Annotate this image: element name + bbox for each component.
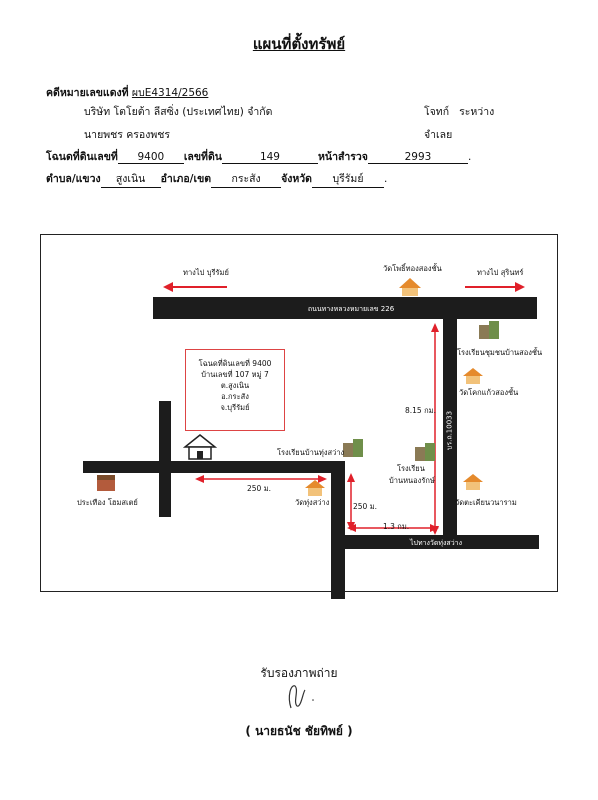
distance-250-v-label: 250 ม. (353, 502, 378, 511)
defendant-role: จำเลย (424, 129, 453, 141)
box-line-1: โฉนดที่ดินเลขที่ 9400 (198, 359, 272, 368)
district-label: อำเภอ/เขต (160, 173, 212, 185)
distance-1-3-label: 1.3 กม. (383, 522, 410, 531)
subdistrict-label: ตำบล/แขวง (46, 173, 101, 185)
deed-line: โฉนดที่ดินเลขที่ 9400 เลขที่ดิน 149 หน้าสำรวจ 2993 . (46, 151, 472, 163)
school-icon (477, 319, 501, 341)
plaintiff: บริษัท โตโยต้า ลีสซิ่ง (ประเทศไทย) จำกัด (84, 106, 273, 118)
signature-name: ( นายธนัช ชัยทิพย์ ) (245, 724, 353, 738)
temple-top-label: วัดโพธิ์ทองสองชั้น (383, 264, 442, 273)
property-info-box (185, 349, 285, 431)
location-map (40, 234, 558, 592)
deed-label: โฉนดที่ดินเลขที่ (46, 151, 118, 163)
signature-mark (283, 680, 323, 712)
school-top-right-label: โรงเรียนชุมชนบ้านสองชั้น (457, 348, 543, 357)
to-surin-label: ทางไป สุรินทร์ (477, 268, 524, 277)
temple-icon-center (303, 479, 327, 497)
distance-250-h-label: 250 ม. (247, 484, 272, 493)
land-label: เลขที่ดิน (183, 151, 222, 163)
survey-number: 2993 (368, 151, 468, 164)
case-number: ผบE4314/2566 (131, 87, 209, 99)
distance-8-15-label: 8.15 กม. (405, 406, 436, 415)
box-line-5: จ.บุรีรัมย์ (220, 403, 250, 412)
school-nongrak-line2: บ้านหนองรักษ์ (389, 476, 435, 485)
school-icon-nongrak (413, 441, 437, 463)
survey-label: หน้าสำรวจ (317, 151, 368, 163)
temple-icon-right (461, 367, 485, 385)
temple-icon (397, 277, 423, 297)
shop-label: ประเทือง โฮมสเตย์ (77, 498, 138, 507)
shop-icon (95, 473, 117, 493)
province-label: จังหวัด (281, 173, 312, 185)
temple-icon-bottom-right (461, 473, 485, 491)
signature-caption: รับรองภาพถ่าย (260, 666, 338, 680)
box-line-2: บ้านเลขที่ 107 หมู่ 7 (201, 370, 269, 379)
subdistrict-value: สูงเนิน (101, 170, 161, 188)
map-overlay (41, 235, 559, 593)
school-nongrak-line1: โรงเรียน (397, 464, 425, 473)
road-10033-label: บร.ถ.10033 (445, 410, 454, 451)
highway-226-label: ถนนทางหลวงหมายเลข 226 (307, 305, 395, 313)
arrow-to-buriram (163, 282, 227, 292)
temple-right-label: วัดโคกแก้วสองชั้น (459, 388, 519, 397)
defendant: นายพชร ครองพชร (84, 129, 171, 141)
to-buriram-label: ทางไป บุรีรัมย์ (183, 268, 229, 277)
page-title: แผนที่ตั้งทรัพย์ (252, 35, 346, 53)
temple-center-label: วัดทุ่งสว่าง (295, 498, 330, 507)
school-center-label: โรงเรียนบ้านทุ่งสว่าง (277, 448, 345, 457)
location-line: ตำบล/แขวง สูงเนิน อำเภอ/เขต กระสัง จังหวัด บุรีรัมย์ . (46, 170, 387, 188)
versus-label: ระหว่าง (459, 106, 495, 118)
case-label: คดีหมายเลขแดงที่ (46, 87, 129, 99)
box-line-4: อ.กระสัง (221, 392, 249, 401)
arrow-to-surin (465, 282, 525, 292)
school-icon-center (341, 437, 365, 459)
plaintiff-role-label: โจทก์ (424, 106, 450, 118)
case-line (46, 84, 208, 101)
district-value: กระสัง (211, 170, 281, 188)
road-bottom-label: ไปทางวัดทุ่งสว่าง (410, 539, 462, 547)
plaintiff-role (424, 103, 494, 120)
arrow-8-15-km (431, 323, 439, 535)
deed-number: 9400 (118, 151, 184, 164)
temple-bottom-right-label: วัดตะเคียนวนาราม (455, 498, 517, 507)
box-line-3: ต.สูงเนิน (220, 381, 250, 390)
house-icon (183, 433, 217, 461)
province-value: บุรีรัมย์ (312, 170, 384, 188)
land-number: 149 (222, 151, 318, 164)
